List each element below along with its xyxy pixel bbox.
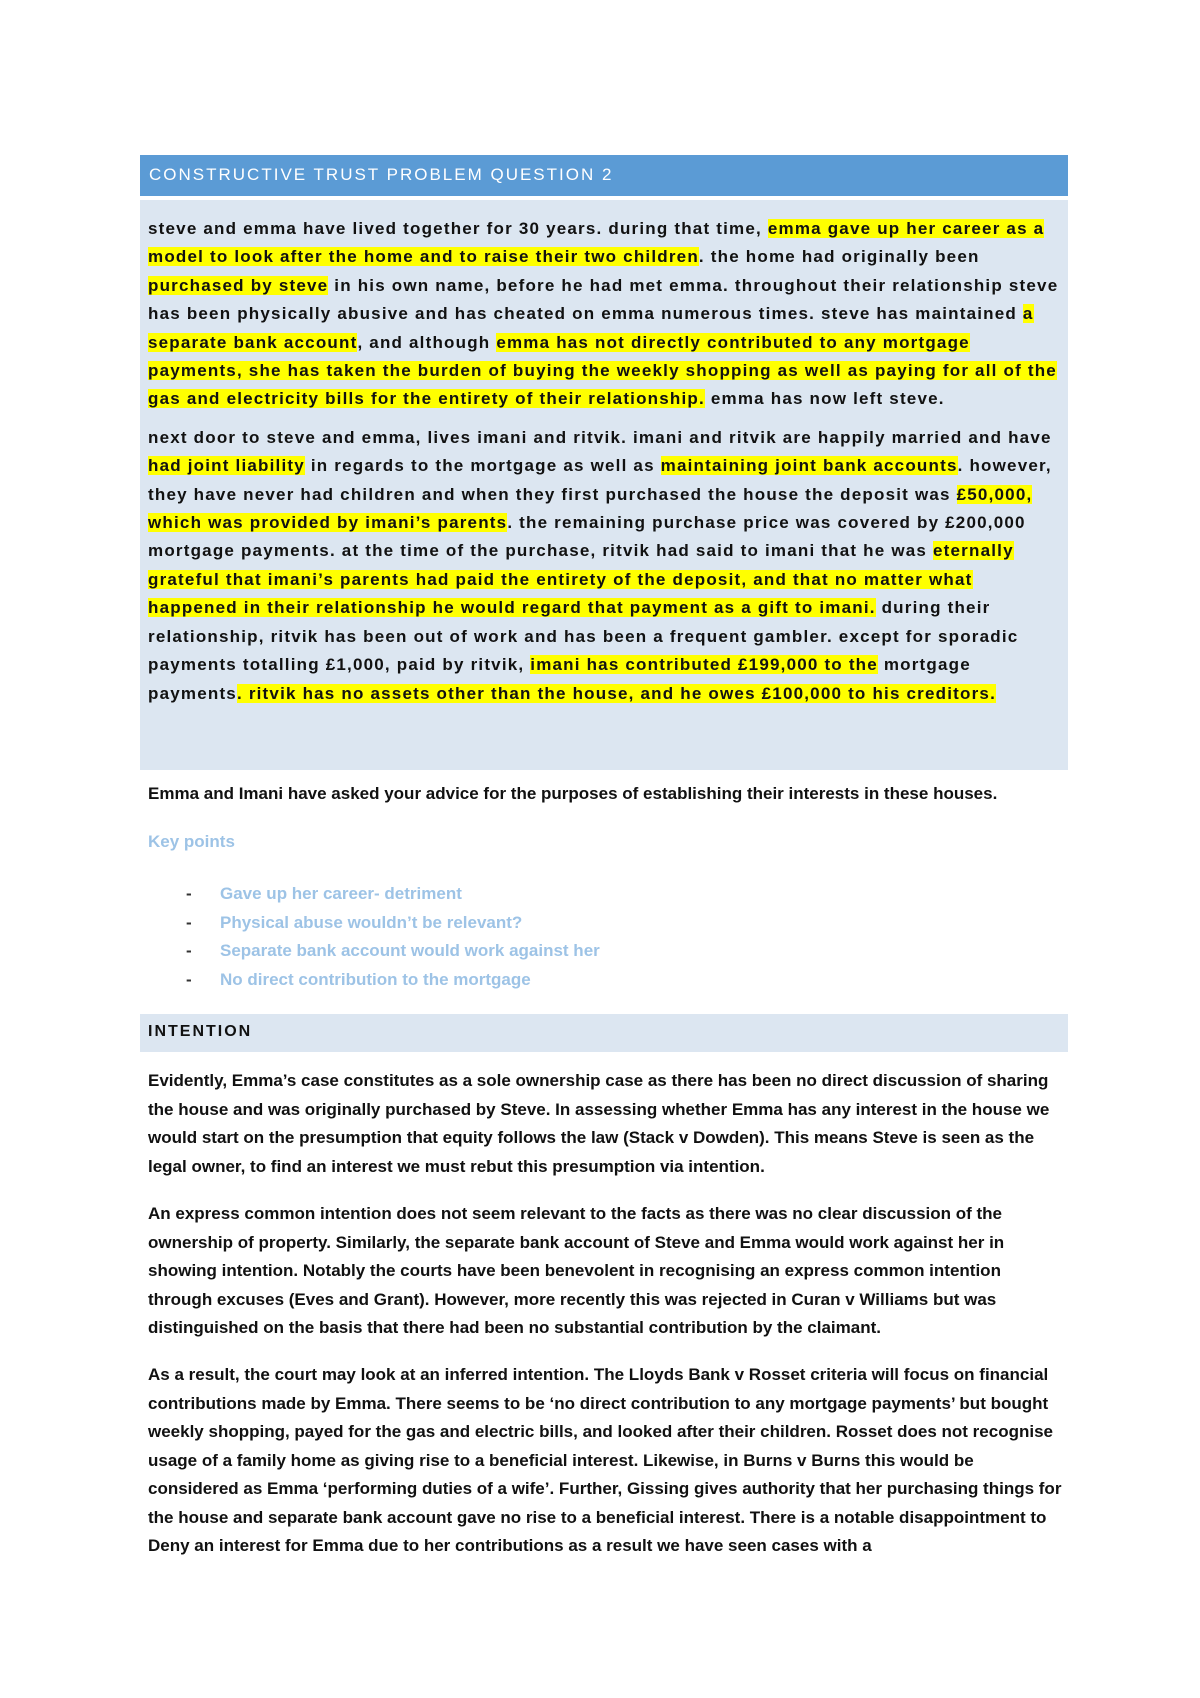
list-item-text: Physical abuse wouldn’t be relevant?	[220, 912, 523, 932]
key-points-list	[148, 880, 848, 994]
document-title: CONSTRUCTIVE TRUST PROBLEM QUESTION 2	[140, 155, 1068, 196]
highlighted-text: emma gave up her career as a model to look after the home and to raise their two children	[148, 219, 1045, 267]
highlighted-text: purchased by steve	[148, 275, 329, 295]
list-item	[148, 909, 848, 938]
text-run: . the home had originally been	[698, 247, 980, 267]
intention-paragraph-3	[148, 1361, 1068, 1561]
text-run: during their relationship, ritvik has been out of work and has been a frequent gambler. except for sporadic payments totalling £1,000, paid by ritvik,	[148, 598, 1019, 675]
text-run: mortgage payments	[148, 655, 971, 703]
problem-paragraph-2	[148, 424, 1059, 708]
intention-heading: INTENTION	[140, 1014, 1068, 1052]
intention-paragraph-1	[148, 1067, 1068, 1181]
key-points-label: Key points	[148, 832, 235, 851]
list-item	[148, 966, 848, 995]
list-item	[148, 937, 848, 966]
highlighted-text: had joint liability	[148, 456, 305, 476]
problem-statement-box	[140, 200, 1068, 770]
list-bullet: -	[186, 912, 192, 932]
advice-request: Emma and Imani have asked your advice for the purposes of establishing their interests in these houses.	[148, 784, 998, 803]
list-item-text: No direct contribution to the mortgage	[220, 969, 531, 989]
list-bullet: -	[186, 941, 192, 960]
highlighted-text: eternally grateful that imani’s parents had paid the entirety of the deposit, and that no matter what happened in their relationship he would regard that payment as a gift to imani.	[148, 541, 1014, 618]
highlighted-text: maintaining joint bank accounts	[660, 456, 958, 476]
problem-paragraph-1	[148, 215, 1059, 414]
list-item-text: Gave up her career- detriment	[220, 884, 462, 903]
body-paragraph: As a result, the court may look at an inferred intention. The Lloyds Bank v Rosset criteria will focus on financial contributions made by Emma. There seems to be ‘no direct contribution to any mortgage payments’ but bought weekly shopping, payed for the gas and electric bills, and looked after their children. Rosset does not recognise usage of a family home as giving rise to a beneficial interest. Likewise, in Burns v Burns this would be considered as Emma ‘performing duties of a wife’. Further, Gissing gives authority that her purchasing things for the house and separate bank account gave no rise to a beneficial interest. There is a notable disappointment to Deny an interest for Emma due to her contributions as a result we have seen cases with a	[148, 1365, 1062, 1555]
body-paragraph: An express common intention does not seem relevant to the facts as there was no clear discussion of the ownership of property. Similarly, the separate bank account of Steve and Emma would work against her in showing intention. Notably the courts have been benevolent in recognising an express common intention through excuses (Eves and Grant). However, more recently this was rejected in Curan v Williams but was distinguished on the basis that there had been no substantial contribution by the claimant.	[148, 1204, 1005, 1337]
text-run: . however, they have never had children and when they first purchased the house the deposit was	[148, 456, 1052, 504]
list-bullet: -	[186, 969, 192, 989]
text-run: steve and emma have lived together for 30 years. during that time,	[148, 219, 768, 238]
list-item	[148, 880, 848, 909]
intention-paragraph-2	[148, 1200, 1068, 1343]
body-paragraph: Evidently, Emma’s case constitutes as a sole ownership case as there has been no direct discussion of sharing the house and was originally purchased by Steve. In assessing whether Emma has any interest in the house we would start on the presumption that equity follows the law (Stack v Dowden). This means Steve is seen as the legal owner, to find an interest we must rebut this presumption via intention.	[148, 1071, 1050, 1176]
highlighted-text: £50,000, which was provided by imani’s parents	[148, 484, 1033, 533]
text-run: next door to steve and emma, lives imani and ritvik. imani and ritvik are happily married and have	[148, 427, 1052, 447]
list-item-text: Separate bank account would work against her	[220, 941, 600, 960]
text-run: . the remaining purchase price was covered by £200,000 mortgage payments. at the time of the purchase, ritvik had said to imani that he was	[148, 513, 1026, 561]
highlighted-text: emma has not directly contributed to any mortgage payments, she has taken the burden of buying the weekly shopping as well as paying for all of the gas and electricity bills for the entirety of their relationship.	[148, 332, 1057, 409]
text-run: emma has now left steve.	[704, 389, 945, 409]
highlighted-text: imani has contributed £199,000 to the	[530, 655, 878, 675]
text-run: , and although	[357, 332, 497, 352]
highlighted-text: . ritvik has no assets other than the house, and he owes £100,000 to his creditors.	[236, 683, 996, 703]
list-bullet: -	[186, 884, 192, 903]
text-run: in regards to the mortgage as well as	[304, 456, 661, 476]
highlighted-text: a separate bank account	[148, 304, 1034, 352]
text-run: in his own name, before he had met emma. throughout their relationship steve has been physically abusive and has cheated on emma numerous times. steve has maintained	[148, 275, 1059, 324]
